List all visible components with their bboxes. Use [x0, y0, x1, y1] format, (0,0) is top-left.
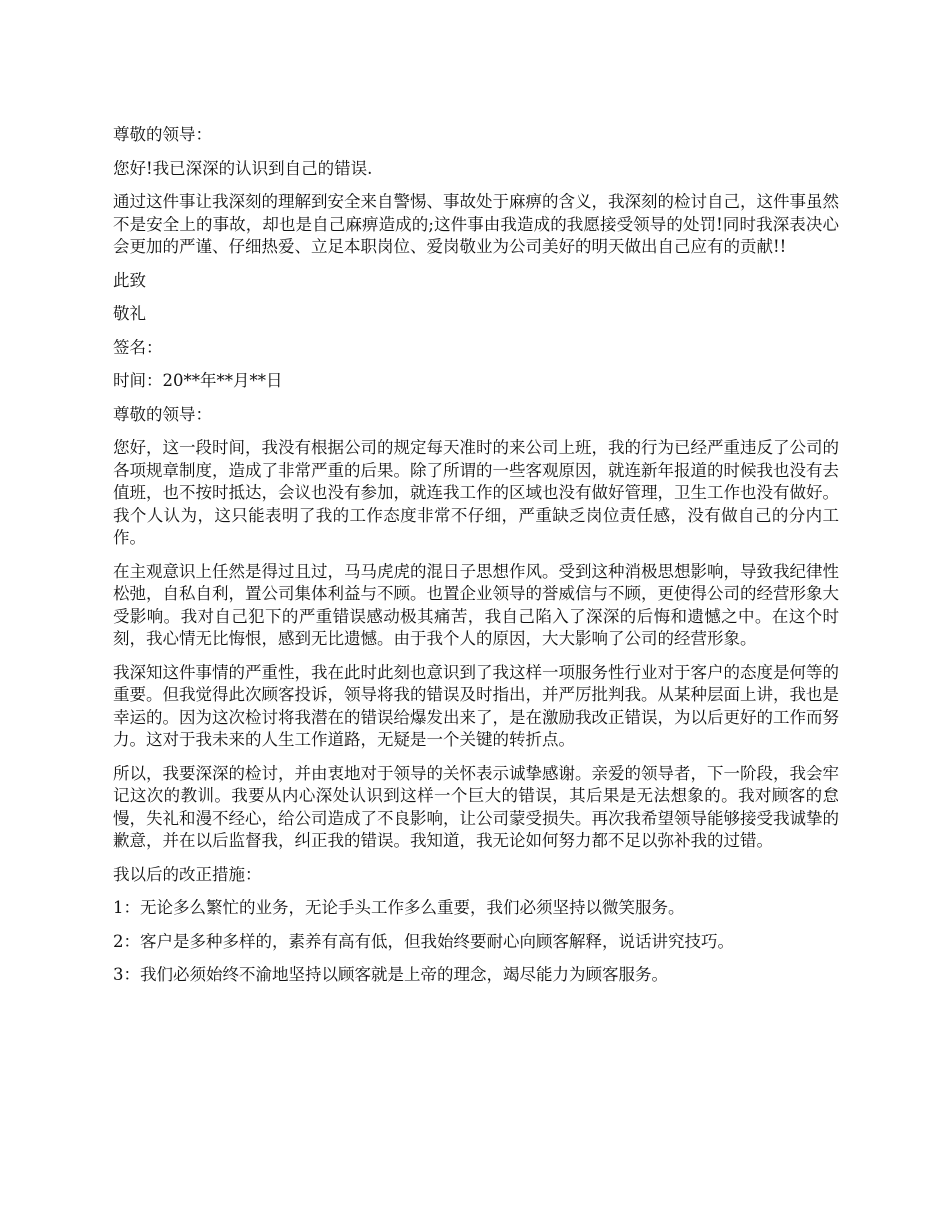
body-paragraph-3: 在主观意识上任然是得过且过，马马虎虎的混日子思想作风。受到这种消极思想影响，导致我纪律性松弛，自私自利，置公司集体利益与不顾。也置企业领导的誉威信与不顾，更使得公司的经营形象大受影响。我对自己犯下的严重错误感动极其痛苦，我自己陷入了深深的后悔和遗憾之中。在这个时刻，我心情无比悔恨，感到无比遗憾。由于我个人的原因，大大影响了公司的经营形象。	[113, 561, 839, 648]
greeting-1: 您好!我已深深的认识到自己的错误.	[113, 158, 373, 178]
body-paragraph-1: 通过这件事让我深刻的理解到安全来自警惕、事故处于麻痹的含义，我深刻的检讨自己，这件事虽然不是安全上的事故，却也是自己麻痹造成的;这件事由我造成的我愿接受领导的处罚!同时我深表决心会更加的严谨、仔细热爱、立足本职岗位、爱岗敬业为公司美好的明天做出自己应有的贡献!!	[113, 192, 839, 256]
measure-item-2: 2：客户是多种多样的，素养有高有低，但我始终要耐心向顾客解释，说话讲究技巧。	[113, 931, 734, 951]
closing-jingli: 敬礼	[113, 304, 146, 323]
measure-item-3: 3：我们必须始终不渝地坚持以顾客就是上帝的理念，竭尽能力为顾客服务。	[113, 965, 668, 984]
body-paragraph-5: 所以，我要深深的检讨，并由衷地对于领导的关怀表示诚挚感谢。亲爱的领导者，下一阶段，我会牢记这次的教训。我要从内心深处认识到这样一个巨大的错误，其后果是无法想象的。我对顾客的怠慢，失礼和漫不经心，给公司造成了不良影响，让公司蒙受损失。再次我希望领导能够接受我诚挚的歉意，并在以后监督我，纠正我的错误。我知道，我无论如何努力都不足以弥补我的过错。	[113, 763, 839, 850]
measures-heading: 我以后的改正措施：	[113, 864, 262, 884]
body-paragraph-2: 您好，这一段时间，我没有根据公司的规定每天准时的来公司上班，我的行为已经严重违反了公司的各项规章制度，造成了非常严重的后果。除了所谓的一些客观原因，就连新年报道的时候我也没有去值班，也不按时抵达，会议也没有参加，就连我工作的区域也没有做好管理，卫生工作也没有做好。我个人认为，这只能表明了我的工作态度非常不仔细，严重缺乏岗位责任感，没有做自己的分内工作。	[113, 438, 839, 547]
salutation-1: 尊敬的领导：	[113, 125, 212, 144]
closing-cizhi: 此致	[113, 270, 146, 290]
measure-item-1: 1：无论多么繁忙的业务，无论手头工作多么重要，我们必须坚持以微笑服务。	[113, 898, 685, 917]
document-body	[113, 124, 839, 998]
date-line: 时间：20**年**月**日	[113, 371, 283, 390]
signature-line: 签名：	[113, 337, 163, 357]
body-paragraph-4: 我深知这件事情的严重性，我在此时此刻也意识到了我这样一项服务性行业对于客户的态度是何等的重要。但我觉得此次顾客投诉，领导将我的错误及时指出，并严厉批判我。从某种层面上讲，我也是幸运的。因为这次检讨将我潜在的错误给爆发出来了，是在激励我改正错误，为以后更好的工作而努力。这对于我未来的人生工作道路，无疑是一个关键的转折点。	[113, 662, 839, 749]
salutation-2: 尊敬的领导：	[113, 404, 212, 424]
